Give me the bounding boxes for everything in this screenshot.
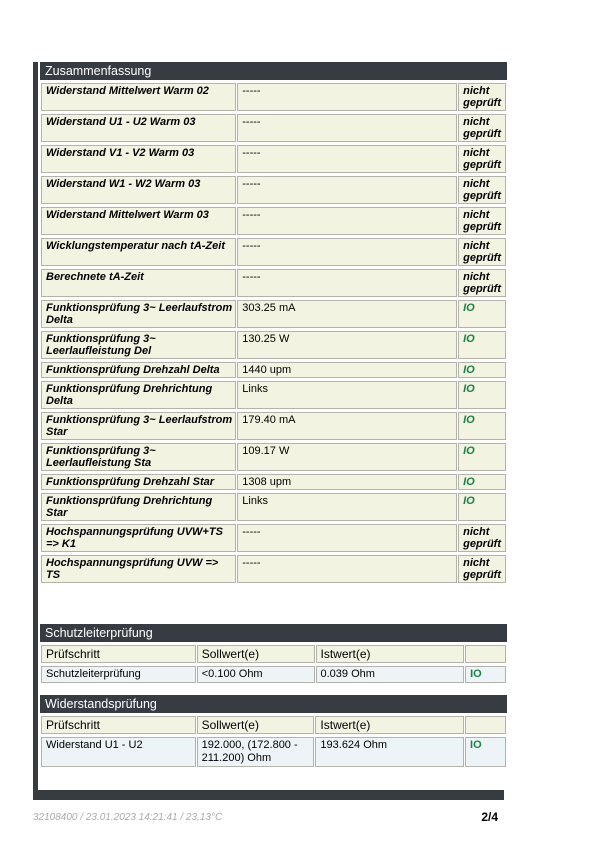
table-row [41, 83, 506, 111]
test-step: Schutzleiterprüfung [41, 666, 196, 683]
table-row [41, 114, 506, 142]
status-badge: nicht geprüft [458, 114, 506, 142]
table-row [41, 666, 506, 683]
status-badge: nicht geprüft [458, 524, 506, 552]
test-label: Widerstand V1 - V2 Warm 03 [41, 145, 236, 173]
table-row [41, 524, 506, 552]
test-value: 1308 upm [237, 474, 457, 490]
table-row [41, 493, 506, 521]
test-value: ----- [237, 524, 457, 552]
test-value: ----- [237, 176, 457, 204]
test-value: 179.40 mA [237, 412, 457, 440]
status-badge: IO [465, 666, 506, 683]
page-shadow-bottom [33, 790, 504, 800]
test-label: Funktionsprüfung 3~ Leerlaufleistung Sta [41, 443, 236, 471]
column-header-status [465, 716, 506, 734]
table-row [41, 300, 506, 328]
table-row [41, 176, 506, 204]
table-row [41, 381, 506, 409]
table-header-row [41, 716, 506, 734]
table-row [41, 443, 506, 471]
status-badge: IO [458, 474, 506, 490]
test-label: Funktionsprüfung Drehrichtung Delta [41, 381, 236, 409]
test-value: Links [237, 493, 457, 521]
widerstand-table [40, 713, 507, 770]
test-value: ----- [237, 207, 457, 235]
test-label: Widerstand Mittelwert Warm 02 [41, 83, 236, 111]
status-badge: nicht geprüft [458, 238, 506, 266]
status-badge: nicht geprüft [458, 176, 506, 204]
schutzleiter-table [40, 642, 507, 686]
section-title-widerstandspruefung: Widerstandsprüfung [40, 695, 507, 713]
test-value: ----- [237, 114, 457, 142]
test-label: Funktionsprüfung 3~ Leerlaufleistung Del [41, 331, 236, 359]
status-badge: IO [458, 362, 506, 378]
section-schutzleiterpruefung [40, 624, 507, 686]
target-value: <0.100 Ohm [197, 666, 315, 683]
column-header-sollwert: Sollwert(e) [197, 645, 315, 663]
table-row [41, 207, 506, 235]
target-value: 192.000, (172.800 - 211.200) Ohm [197, 737, 315, 767]
table-row [41, 269, 506, 297]
table-row [41, 362, 506, 378]
table-row [41, 474, 506, 490]
table-row [41, 331, 506, 359]
test-step: Widerstand U1 - U2 [41, 737, 196, 767]
test-value: ----- [237, 145, 457, 173]
test-value: ----- [237, 269, 457, 297]
status-badge: nicht geprüft [458, 207, 506, 235]
table-row [41, 238, 506, 266]
column-header-istwert: Istwert(e) [315, 716, 464, 734]
page-shadow-left [33, 62, 38, 800]
test-label: Funktionsprüfung Drehzahl Delta [41, 362, 236, 378]
test-label: Funktionsprüfung 3~ Leerlaufstrom Star [41, 412, 236, 440]
test-label: Funktionsprüfung Drehzahl Star [41, 474, 236, 490]
status-badge: nicht geprüft [458, 145, 506, 173]
status-badge: nicht geprüft [458, 83, 506, 111]
page-number: 2/4 [481, 810, 498, 824]
test-label: Widerstand U1 - U2 Warm 03 [41, 114, 236, 142]
table-header-row [41, 645, 506, 663]
table-row [41, 737, 506, 767]
status-badge: IO [458, 300, 506, 328]
test-value: 130.25 W [237, 331, 457, 359]
column-header-pruefschritt: Prüfschritt [41, 645, 196, 663]
test-value: ----- [237, 83, 457, 111]
test-value: 1440 upm [237, 362, 457, 378]
footer-info: 32108400 / 23.01.2023 14:21:41 / 23,13°C [33, 812, 223, 823]
table-row [41, 145, 506, 173]
test-value: ----- [237, 238, 457, 266]
status-badge: IO [458, 412, 506, 440]
test-value: ----- [237, 555, 457, 583]
table-row [41, 555, 506, 583]
test-label: Widerstand W1 - W2 Warm 03 [41, 176, 236, 204]
section-zusammenfassung [40, 62, 507, 586]
test-label: Widerstand Mittelwert Warm 03 [41, 207, 236, 235]
status-badge: nicht geprüft [458, 555, 506, 583]
status-badge: IO [465, 737, 506, 767]
actual-value: 0.039 Ohm [316, 666, 465, 683]
section-title-zusammenfassung: Zusammenfassung [40, 62, 507, 80]
section-title-schutzleiterpruefung: Schutzleiterprüfung [40, 624, 507, 642]
column-header-pruefschritt: Prüfschritt [41, 716, 196, 734]
test-label: Wicklungstemperatur nach tA-Zeit [41, 238, 236, 266]
test-label: Hochspannungsprüfung UVW+TS => K1 [41, 524, 236, 552]
test-value: 303.25 mA [237, 300, 457, 328]
column-header-sollwert: Sollwert(e) [197, 716, 315, 734]
test-value: 109.17 W [237, 443, 457, 471]
status-badge: IO [458, 493, 506, 521]
test-label: Berechnete tA-Zeit [41, 269, 236, 297]
test-value: Links [237, 381, 457, 409]
table-row [41, 412, 506, 440]
status-badge: nicht geprüft [458, 269, 506, 297]
column-header-istwert: Istwert(e) [316, 645, 465, 663]
actual-value: 193.624 Ohm [315, 737, 464, 767]
section-widerstandspruefung [40, 695, 507, 770]
status-badge: IO [458, 443, 506, 471]
column-header-status [465, 645, 506, 663]
test-label: Funktionsprüfung 3~ Leerlaufstrom Delta [41, 300, 236, 328]
test-label: Funktionsprüfung Drehrichtung Star [41, 493, 236, 521]
summary-table [40, 80, 507, 586]
status-badge: IO [458, 381, 506, 409]
test-label: Hochspannungsprüfung UVW => TS [41, 555, 236, 583]
status-badge: IO [458, 331, 506, 359]
report-content [40, 62, 507, 770]
